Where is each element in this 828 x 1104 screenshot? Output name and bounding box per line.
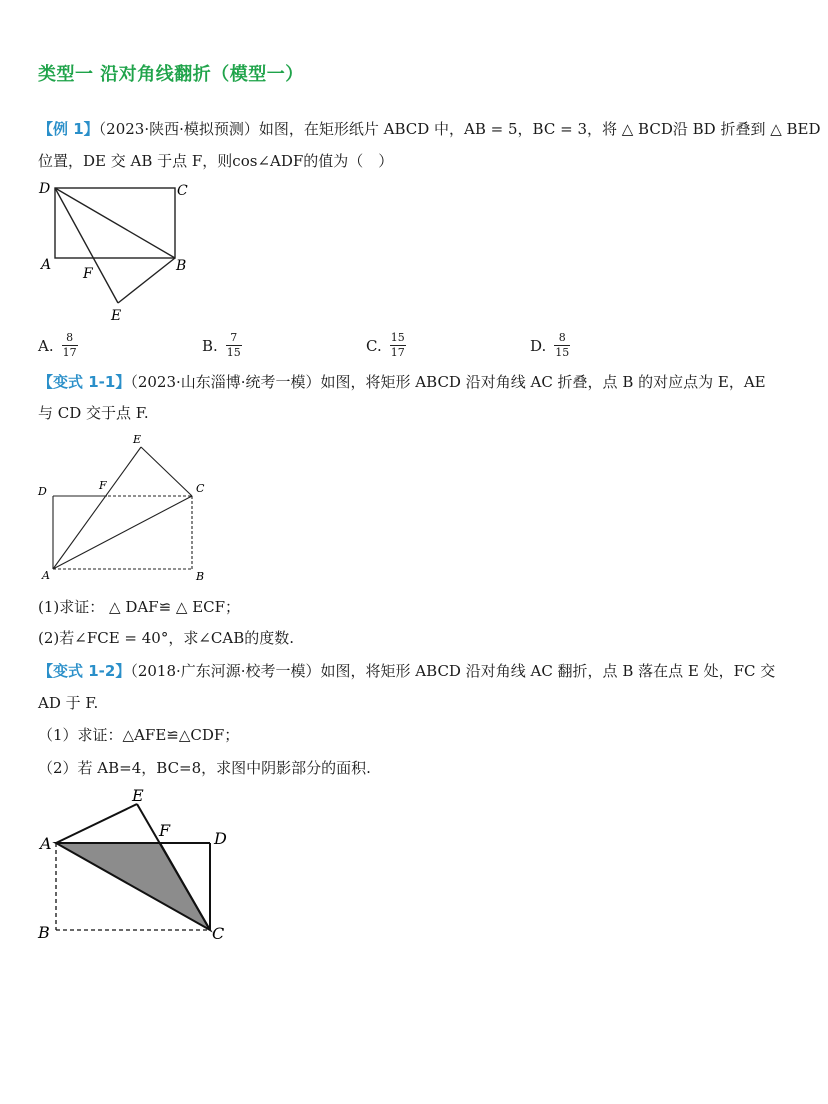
option-b-num: 7 bbox=[230, 331, 238, 344]
option-a-den: 17 bbox=[62, 346, 77, 359]
variant12-figure bbox=[30, 784, 240, 949]
variant12-tag: 【变式 1-2】 bbox=[38, 662, 131, 680]
segment-ae bbox=[53, 447, 141, 569]
diagonal-ac bbox=[53, 496, 192, 569]
label-b: B bbox=[38, 923, 50, 942]
segment-de bbox=[55, 188, 118, 303]
segment-ae bbox=[56, 804, 137, 843]
label-a: A bbox=[41, 257, 52, 273]
variant12-line2: AD 于 F. bbox=[38, 694, 99, 712]
label-c: C bbox=[212, 924, 225, 943]
variant11-question1: (1)求证： △ DAF≌ △ ECF； bbox=[38, 598, 241, 616]
label-d: D bbox=[39, 181, 51, 197]
option-d-den: 15 bbox=[555, 346, 570, 359]
label-c: C bbox=[196, 482, 205, 495]
label-d: D bbox=[214, 829, 227, 848]
option-d[interactable] bbox=[530, 332, 570, 359]
label-b: B bbox=[176, 258, 187, 274]
option-a[interactable] bbox=[38, 332, 78, 359]
label-a: A bbox=[40, 834, 52, 853]
label-e: E bbox=[111, 308, 122, 324]
option-c-letter: C. bbox=[366, 336, 382, 355]
option-c-fraction bbox=[390, 332, 406, 359]
option-c-num: 15 bbox=[390, 331, 405, 344]
option-c-den: 17 bbox=[390, 346, 405, 359]
option-b-fraction bbox=[226, 332, 242, 359]
option-b-den: 15 bbox=[226, 346, 241, 359]
segment-ec bbox=[141, 447, 192, 496]
variant11-question2: (2)若∠FCE = 40°，求∠CAB的度数. bbox=[38, 629, 295, 647]
label-f: F bbox=[159, 821, 171, 840]
option-c[interactable] bbox=[366, 332, 406, 359]
segment-be bbox=[118, 258, 175, 303]
diagonal-bd bbox=[55, 188, 175, 258]
section-title: 类型一 沿对角线翻折（模型一） bbox=[38, 64, 304, 85]
option-a-fraction bbox=[62, 332, 78, 359]
variant12-question2: （2）若 AB=4，BC=8，求图中阴影部分的面积. bbox=[38, 759, 371, 777]
variant11-tag: 【变式 1-1】 bbox=[38, 373, 131, 391]
option-d-fraction bbox=[554, 332, 570, 359]
option-d-letter: D. bbox=[530, 336, 547, 355]
variant11-text1: （2023·山东淄博·统考一模）如图，将矩形 ABCD 沿对角线 AC 折叠，点 B 的对应点为 E，AE bbox=[130, 373, 766, 391]
variant11-line2: 与 CD 交于点 F. bbox=[38, 404, 149, 422]
option-a-letter: A. bbox=[38, 336, 54, 355]
example1-figure bbox=[30, 175, 230, 325]
variant12-text1: （2018·广东河源·校考一模）如图，将矩形 ABCD 沿对角线 AC 翻折，点 B 落在点 E 处，FC 交 bbox=[130, 662, 776, 680]
option-a-num: 8 bbox=[66, 331, 74, 344]
label-f: F bbox=[99, 479, 107, 492]
label-e: E bbox=[133, 433, 142, 446]
label-b: B bbox=[196, 570, 205, 583]
variant12-line1 bbox=[38, 660, 775, 682]
variant12-question1: （1）求证：△AFE≌△CDF； bbox=[38, 726, 240, 744]
label-a: A bbox=[42, 569, 50, 582]
example1-line2: 位置，DE 交 AB 于点 F，则cos∠ADF的值为（ ） bbox=[38, 152, 394, 170]
example1-text1: （2023·陕西·模拟预测）如图，在矩形纸片 ABCD 中，AB = 5，BC = 3，将 △ BCD沿 BD 折叠到 △ BED bbox=[98, 120, 821, 138]
shaded-triangle bbox=[56, 843, 210, 930]
label-f: F bbox=[83, 266, 93, 282]
option-b[interactable] bbox=[202, 332, 242, 359]
label-d: D bbox=[38, 485, 47, 498]
example1-line1 bbox=[38, 118, 821, 140]
option-b-letter: B. bbox=[202, 336, 218, 355]
option-d-num: 8 bbox=[558, 331, 566, 344]
example1-tag: 【例 1】 bbox=[38, 120, 99, 138]
label-e: E bbox=[132, 786, 144, 805]
label-c: C bbox=[177, 183, 188, 199]
variant11-figure bbox=[30, 428, 230, 588]
variant11-line1 bbox=[38, 371, 766, 393]
